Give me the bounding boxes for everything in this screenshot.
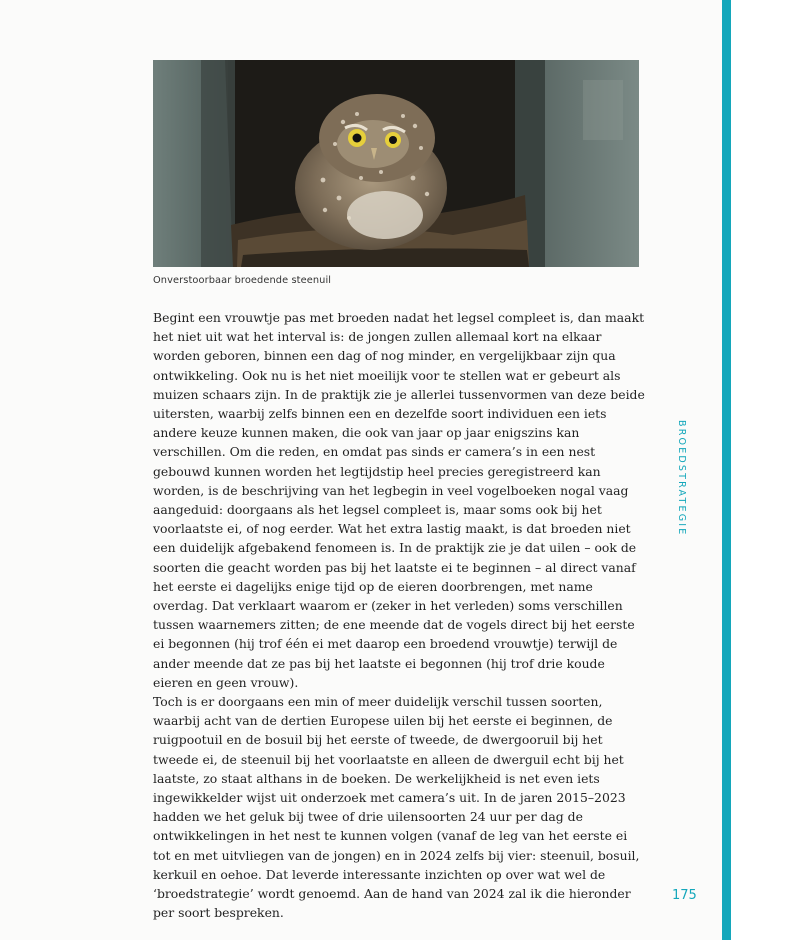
section-running-head-text: BROEDSTRATEGIE [676,420,687,537]
owl-illustration [153,60,639,267]
page-number: 175 [672,888,697,903]
paragraph-2: Toch is er doorgaans een min of meer duidelijk verschil tussen soorten, waarbij acht van de dertien Europese uilen bij het eerste ei beginnen, de ruigpootuil en de bosuil bij het eerste of tweede, de dwergooruil bij het tweede ei, de steenuil bij het voorlaatste en alleen de dwerguil echt bij het laatste, zo staat althans in de boeken. De werkelijkheid is net even iets ingewikkelder wijst uit onderzoek met camera’s uit. In de jaren 2015–2023 hadden we het geluk bij twee of drie uilensoorten 24 uur per dag de ontwikkelingen in het nest te kunnen volgen (vanaf de leg van het eerste ei tot en met uitvliegen van de jongen) en in 2024 zelfs bij vier: steenuil, bosuil, kerkuil en oehoe. Dat leverde interessante inzichten op over wat wel de ‘broedstrategie’ wordt genoemd. Aan de hand van 2024 zal ik die hieronder per soort bespreken. [153,694,640,921]
owl-photo [153,60,639,267]
section-running-head [676,420,690,537]
body-text [153,308,645,923]
paragraph-1: Begint een vrouwtje pas met broeden nadat het legsel compleet is, dan maakt het niet uit wat het interval is: de jongen zullen allemaal kort na elkaar worden geboren, binnen een dag of nog minder, en vergelijkbaar zijn qua ontwikkeling. Ook nu is het niet moeilijk voor te stellen wat er gebeurt als muizen schaars zijn. In de praktijk zie je allerlei tussenvormen van deze beide uitersten, waarbij zelfs binnen een en dezelfde soort individuen een iets andere keuze kunnen maken, die ook van jaar op jaar enigszins kan verschillen. Om die reden, en omdat pas sinds er camera’s in een nest gebouwd kunnen worden het legtijdstip heel precies geregistreerd kan worden, is de beschrijving van het legbegin in veel vogelboeken nogal vaag aangeduid: doorgaans als het legsel compleet is, maar soms ook bij het voorlaatste ei, of nog eerder. Wat het extra lastig maakt, is dat broeden niet een duidelijk afgebakend fenomeen is. In de praktijk zie je dat uilen – ook de soorten die geacht worden pas bij het laatste ei te beginnen – al direct vanaf het eerste ei dagelijks enige tijd op de eieren doorbrengen, met name overdag. Dat verklaart waarom er (zeker in het verleden) soms verschillen tussen waarnemers zitten; de ene meende dat de vogels direct bij het eerste ei begonnen (hij trof één ei met daarop een broedend vrouwtje) terwijl de ander meende dat ze pas bij het laatste ei begonnen (hij trof drie koude eieren en geen vrouw). [153,310,645,690]
photo-caption: Onverstoorbaar broedende steenuil [153,275,332,286]
accent-edge-bar [722,0,731,940]
